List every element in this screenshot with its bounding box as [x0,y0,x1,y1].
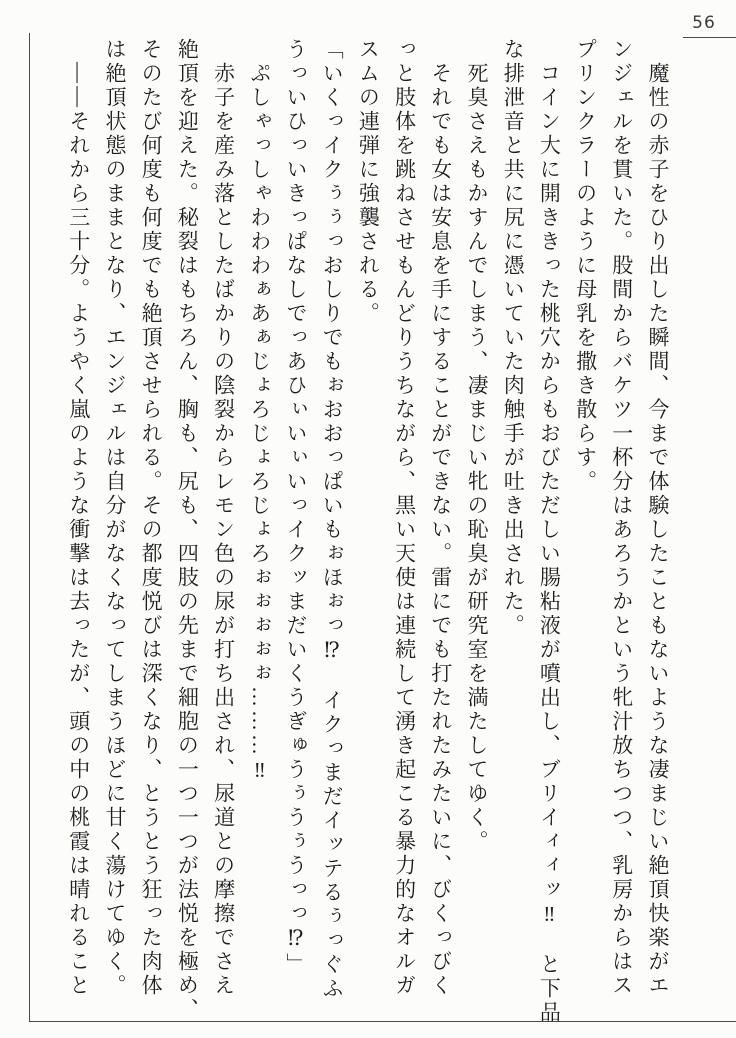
text-column: ぷしゃっしゃわわわぁあぁじょろじょろじょろぉぉぉぉぉ………‼ [247,62,272,785]
text-column: 死臭さえもかすんでしまう、凄まじい牝の恥臭が研究室を満たしてゆく。 [464,62,489,854]
page-frame-left-rule [29,33,30,1021]
text-column: は絶頂状態のままとなり、エンジェルは自分がなくなってしまうほどに甘く蕩けてゆく。 [102,38,127,998]
text-column: プリンクラーのように母乳を撒き散らす。 [573,38,598,494]
text-column: ンジェルを貫いた。股間からバケツ一杯分はあろうかという牝汁放ちつつ、乳房からはス [609,38,634,998]
page-number-rule [683,37,736,38]
text-column: スムの連弾に強襲される。 [356,38,381,326]
text-column: 絶頂を迎えた。秘裂はもちろん、胸も、尻も、四肢の先まで細胞の一つ一つが法悦を極め、 [175,38,200,1022]
text-column: コイン大に開ききった桃穴からもおびただしい腸粘液が噴出し、ブリイィィッ‼ と下品 [537,62,562,1025]
text-column: うっいひっいきっぱなしでっあひぃいぃいっイクッまだいくうぎゅうぅうぅうっっ⁉」 [283,38,308,977]
page-text-block [60,38,676,1025]
page-number: 56 [692,13,716,33]
text-column: 赤子を産み落としたばかりの陰裂からレモン色の尿が打ち出され、尿道との摩擦でさえ [211,62,236,998]
text-column: それでも女は安息を手にすることができない。雷にでも打たれたみたいに、びくっびく [428,62,453,998]
text-column: ――それから三十分。ようやく嵐のような衝撃は去ったが、頭の中の桃霞は晴れること [66,62,91,998]
text-column: っと肢体を跳ねさせもんどりうちながら、黒い天使は連続して湧き起こる暴力的なオルガ [392,38,417,998]
text-column: そのたび何度も何度でも絶頂させられる。その都度悦びは深くなり、とうとう狂った肉体 [139,38,164,998]
text-column: な排泄音と共に尻に憑いていた肉触手が吐き出された。 [501,38,526,638]
text-column: 魔性の赤子をひり出した瞬間、今まで体験したこともないような凄まじい絶頂快楽がエ [646,62,670,998]
text-column: 「いくっイクぅぅっおしりでもぉおおっぱいもぉほぉっ⁉ イクっまだイッテるぅっぐふ [320,38,345,1001]
